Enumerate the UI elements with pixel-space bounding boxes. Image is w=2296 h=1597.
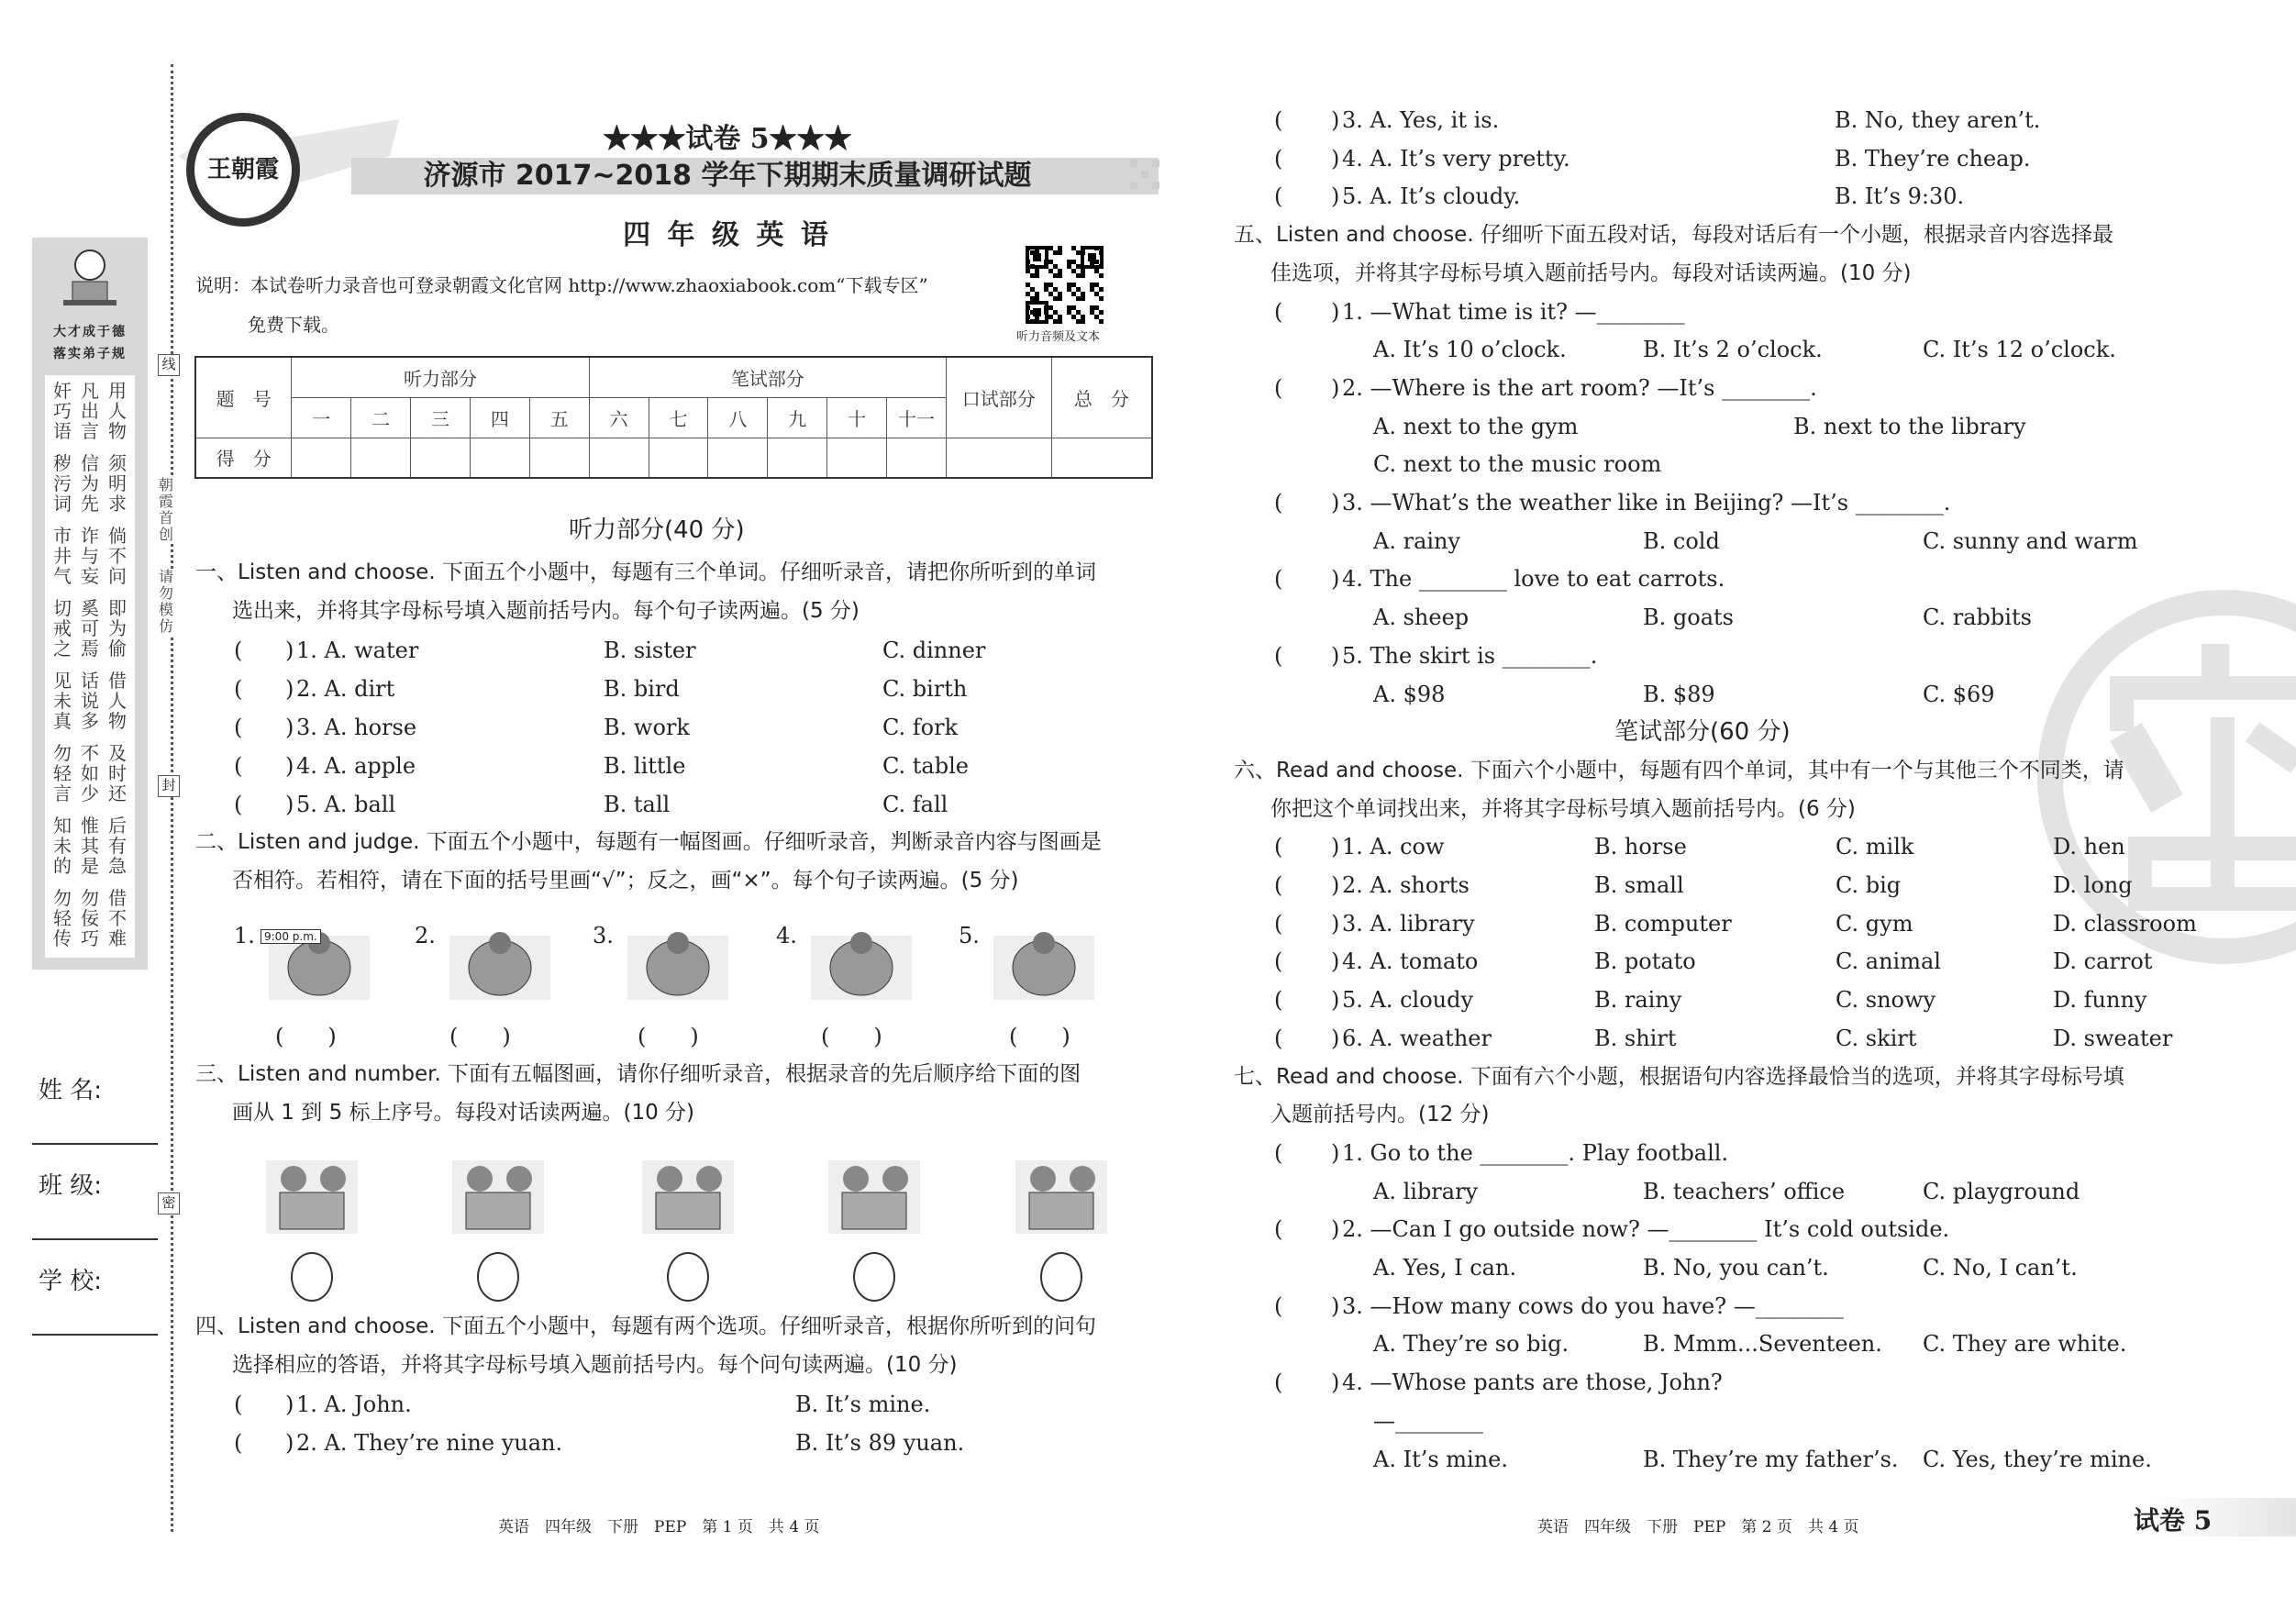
answer-paren-close: ) (1331, 1025, 1340, 1051)
score-cell[interactable] (292, 438, 351, 478)
binding-cut-line (171, 64, 173, 1532)
field-label: 班 级: (39, 1172, 103, 1200)
judge-answer-paren[interactable]: ( ) (821, 1024, 882, 1049)
answer-paren-open: ( (1274, 183, 1283, 210)
verse-column: 及时还 (108, 742, 127, 804)
option-C: C. milk (1836, 834, 1914, 860)
question-stem: 5. A. It’s cloudy. (1342, 183, 1521, 210)
answer-paren-open: ( (1274, 834, 1283, 860)
verse-column: 市井气 (53, 525, 72, 587)
number-answer-circle[interactable] (667, 1252, 709, 1302)
answer-blank-input[interactable] (1283, 1139, 1329, 1167)
verse-block (52, 743, 128, 804)
answer-blank-input[interactable] (1283, 871, 1329, 899)
option-B: B. horse (1594, 834, 1687, 860)
option-B: B. goats (1643, 604, 1734, 631)
answer-paren-open: ( (1274, 566, 1283, 593)
column-3: 三 (411, 397, 471, 438)
score-cell[interactable] (946, 438, 1051, 478)
answer-blank-input[interactable] (1283, 910, 1329, 937)
answer-paren-close: ) (1331, 642, 1340, 669)
answer-blank-input[interactable] (1283, 833, 1329, 860)
answer-paren-close: ) (285, 714, 294, 740)
picture-potatoes (802, 917, 921, 1009)
verse-column: 后有急 (108, 815, 127, 877)
answer-blank-input[interactable] (1283, 948, 1329, 975)
section-heading: 四、Listen and choose. 下面五个小题中，每题有两个选项。仔细听录音，根据你所听到的问句 (195, 1314, 1096, 1338)
score-label: 得 分 (195, 438, 292, 478)
header-question-no: 题 号 (195, 357, 292, 438)
answer-paren-close: ) (285, 675, 294, 702)
subject-title: 四 年 级 英 语 (623, 219, 832, 251)
binding-label-xian: 线 (158, 354, 180, 376)
option-B: B. work (604, 714, 690, 740)
verse-column: 凡出言 (81, 380, 99, 442)
footer-paper-number: 试卷 5 (2134, 1505, 2213, 1536)
question-stem: 5. A. ball (296, 791, 396, 817)
picture-number: 3. (593, 923, 614, 948)
answer-paren-close: ) (285, 1392, 294, 1417)
answer-paren-close: ) (1331, 374, 1340, 401)
answer-paren-open: ( (1274, 1292, 1283, 1319)
verse-column: 须明求 (108, 452, 127, 515)
answer-paren-open: ( (1274, 987, 1283, 1014)
listening-heading: 听力部分(40 分) (569, 516, 745, 544)
verse-column: 见未真 (53, 670, 72, 732)
answer-paren-close: ) (1331, 1292, 1340, 1319)
question-stem: 3. —What’s the weather like in Beijing? —It’s ________. (1342, 490, 1951, 516)
option-B: B. No, you can’t. (1643, 1255, 1829, 1281)
header-oral: 口试部分 (946, 357, 1051, 438)
verse-column: 借不难 (108, 887, 127, 949)
option-C: C. Yes, they’re mine. (1923, 1446, 2152, 1472)
number-answer-circle[interactable] (853, 1252, 895, 1302)
verse-column: 用人物 (108, 380, 127, 442)
answer-paren-close: ) (1331, 183, 1340, 210)
verse-column: 倘不问 (108, 525, 127, 587)
option-C: C. rabbits (1923, 604, 2032, 631)
answer-paren-close: ) (285, 638, 294, 663)
answer-paren-close: ) (1331, 987, 1340, 1014)
answer-blank-input[interactable] (1283, 145, 1329, 172)
option-B: B. Mmm...Seventeen. (1643, 1331, 1882, 1358)
question-stem: 2. A. dirt (296, 675, 395, 702)
binding-label-feng: 封 (158, 775, 180, 797)
answer-paren-close: ) (1331, 566, 1340, 593)
field-input-line[interactable] (32, 1334, 158, 1336)
section-heading-cont: 佳选项，并将其字母标号填入题前括号内。每段对话读两遍。(10 分) (1270, 261, 1912, 285)
option-C: C. big (1836, 872, 1902, 898)
answer-paren-open: ( (234, 638, 243, 663)
picture-dress (618, 917, 738, 1009)
picture-number: 4. (776, 923, 797, 948)
option-C: C. It’s 12 o’clock. (1923, 337, 2116, 363)
verse-column: 不如少 (81, 742, 99, 804)
answer-paren-open: ( (1274, 1216, 1283, 1243)
answer-paren-close: ) (1331, 834, 1340, 860)
option-A: A. It’s mine. (1373, 1446, 1509, 1472)
verse-column: 勿轻言 (53, 742, 72, 804)
score-table (194, 356, 1153, 479)
column-2: 二 (351, 397, 411, 438)
score-cell[interactable] (411, 438, 471, 478)
option-C: C. No, I can’t. (1923, 1255, 2078, 1281)
answer-paren-close: ) (1331, 107, 1340, 133)
column-7: 七 (649, 397, 708, 438)
question-stem: 5. The skirt is ________. (1342, 642, 1598, 669)
answer-paren-open: ( (1274, 1139, 1283, 1166)
option-D: D. funny (2053, 987, 2147, 1014)
option-B: B. next to the library (1793, 413, 2026, 439)
answer-paren-close: ) (1331, 948, 1340, 975)
verse-column: 即为偷 (108, 597, 127, 660)
answer-paren-close: ) (285, 1429, 294, 1456)
option-D: D. hen (2053, 834, 2125, 860)
option-D: D. sweater (2053, 1025, 2173, 1051)
verse-block (52, 815, 128, 876)
judge-answer-paren[interactable]: ( ) (275, 1024, 337, 1049)
option-C: C. They are white. (1923, 1331, 2127, 1358)
option-C: C. table (882, 752, 969, 779)
answer-blank-input[interactable] (243, 1429, 289, 1457)
option-B: B. little (604, 752, 686, 779)
verse-column: 切戒之 (53, 597, 72, 660)
student-reading-icon (60, 245, 120, 318)
section-heading-cont: 选出来，并将其字母标号填入题前括号内。每个句子读两遍。(5 分) (232, 598, 860, 623)
picture-number: 1. (234, 923, 255, 948)
field-input-line[interactable] (32, 1238, 158, 1240)
footer-page-2: 英语 四年级 下册 PEP 第 2 页 共 4 页 (1537, 1518, 1859, 1536)
option-B: B. It’s 9:30. (1835, 183, 1965, 210)
binding-label-mi: 密 (158, 1192, 180, 1214)
option-B: B. $89 (1643, 681, 1715, 707)
answer-blank-input[interactable] (243, 714, 289, 741)
answer-paren-close: ) (1331, 872, 1340, 898)
question-stem: 2. A. They’re nine yuan. (296, 1429, 563, 1456)
answer-blank-input[interactable] (1283, 298, 1329, 326)
option-B: B. rainy (1594, 987, 1682, 1014)
option-B: B. shirt (1594, 1025, 1677, 1051)
answer-blank-input[interactable] (1283, 183, 1329, 210)
picture-umbrellas (628, 1142, 748, 1245)
option-A: A. library (1373, 1178, 1479, 1204)
motto-line-1: 大才成于德 (53, 325, 127, 339)
answer-paren-open: ( (1274, 145, 1283, 172)
option-C: C. sunny and warm (1923, 527, 2138, 554)
answer-paren-close: ) (1331, 1370, 1340, 1396)
question-stem: 1. A. cow (1342, 834, 1445, 860)
binding-notice: 朝霞首创 (159, 476, 174, 543)
answer-blank-input[interactable] (243, 675, 289, 703)
judge-answer-paren[interactable]: ( ) (449, 1024, 511, 1049)
option-B: B. sister (604, 638, 696, 663)
section-heading-cont: 画从 1 到 5 标上序号。每段对话读两遍。(10 分) (232, 1100, 695, 1125)
column-9: 九 (768, 397, 827, 438)
picture-school-morning (438, 1142, 558, 1245)
score-cell[interactable] (887, 438, 947, 478)
paper-number: ★★★试卷 5★★★ (603, 123, 852, 155)
verse-block (52, 526, 128, 586)
option-A: A. It’s 10 o’clock. (1373, 337, 1567, 363)
section-heading: 七、Read and choose. 下面有六个小题，根据语句内容选择最恰当的选项，并将其字母标号填 (1234, 1064, 2124, 1089)
answer-blank-input[interactable] (1283, 374, 1329, 402)
answer-paren-close: ) (1331, 298, 1340, 325)
answer-paren-close: ) (285, 791, 294, 817)
option-A: A. rainy (1373, 527, 1461, 554)
answer-paren-open: ( (1274, 374, 1283, 401)
header-listening: 听力部分 (292, 357, 589, 397)
option-D: D. long (2053, 872, 2133, 898)
question-stem: 3. A. library (1342, 910, 1475, 937)
answer-paren-open: ( (234, 1429, 243, 1456)
answer-blank-input[interactable] (243, 637, 289, 664)
answer-paren-open: ( (1274, 948, 1283, 975)
number-answer-circle[interactable] (1040, 1252, 1082, 1302)
option-C: C. skirt (1836, 1025, 1917, 1051)
option-B: B. tall (604, 791, 671, 817)
column-6: 六 (589, 397, 649, 438)
answer-paren-open: ( (234, 675, 243, 702)
exam-title: 济源市 2017~2018 学年下期期末质量调研试题 (423, 160, 1032, 192)
section-heading: 二、Listen and judge. 下面五个小题中，每题有一幅图画。仔细听录音，判断录音内容与图画是 (195, 830, 1102, 854)
question-stem: 2. A. shorts (1342, 872, 1470, 898)
option-B: B. bird (604, 675, 680, 702)
option-C: C. playground (1923, 1178, 2080, 1204)
answer-blank-input[interactable] (243, 1391, 289, 1418)
option-B: B. computer (1594, 910, 1732, 937)
option-A: A. Yes, I can. (1373, 1255, 1517, 1281)
header-total: 总 分 (1051, 357, 1152, 438)
question-stem: 1. A. water (296, 638, 419, 663)
answer-paren-close: ) (1331, 1139, 1340, 1166)
option-B: B. It’s mine. (795, 1392, 931, 1417)
number-answer-circle[interactable] (291, 1252, 333, 1302)
picture-number: 5. (959, 923, 980, 948)
answer-paren-open: ( (1274, 490, 1283, 516)
option-B: B. They’re cheap. (1835, 145, 2031, 172)
answer-paren-open: ( (1274, 872, 1283, 898)
answer-paren-close: ) (1331, 1216, 1340, 1243)
footer-page-1: 英语 四年级 下册 PEP 第 1 页 共 4 页 (498, 1518, 820, 1536)
option-B: B. cold (1643, 527, 1720, 554)
question-stem: 4. A. apple (296, 752, 416, 779)
option-C: C. next to the music room (1373, 451, 1662, 478)
option-B: B. It’s 2 o’clock. (1643, 337, 1823, 363)
writing-heading: 笔试部分(60 分) (1614, 718, 1791, 747)
verse-column: 奸巧语 (53, 380, 72, 442)
section-heading-cont: 否相符。若相符，请在下面的括号里画“√”；反之，画“×”。每个句子读两遍。(5 分) (232, 868, 1019, 893)
verse-column: 话说多 (81, 670, 99, 732)
field-label: 学 校: (39, 1268, 103, 1295)
verse-column: 惟其是 (81, 815, 99, 877)
score-cell[interactable] (529, 438, 589, 478)
picture-girl-umbrella (984, 917, 1104, 1009)
instructions-note-2: 免费下载。 (248, 314, 339, 336)
verse-block (52, 598, 128, 659)
option-B: B. small (1594, 872, 1684, 898)
verse-block (52, 671, 128, 731)
answer-paren-open: ( (234, 752, 243, 779)
answer-paren-open: ( (1274, 1370, 1283, 1396)
score-cell[interactable] (708, 438, 768, 478)
answer-blank-input[interactable] (1283, 106, 1329, 134)
instructions-note: 说明：本试卷听力录音也可登录朝霞文化官网 http://www.zhaoxiabook.com“下载专区” (195, 274, 928, 296)
option-C: C. $69 (1923, 681, 1995, 707)
answer-paren-open: ( (1274, 1025, 1283, 1051)
answer-blank-input[interactable] (1283, 1369, 1329, 1396)
question-stem: 4. A. tomato (1342, 948, 1479, 975)
picture-snowman (1002, 1142, 1121, 1245)
number-answer-circle[interactable] (477, 1252, 519, 1302)
header-writing: 笔试部分 (589, 357, 946, 397)
field-input-line[interactable] (32, 1143, 158, 1145)
answer-paren-close: ) (1331, 490, 1340, 516)
section-heading: 六、Read and choose. 下面六个小题中，每题有四个单词，其中有一个与其他三个不同类，请 (1234, 758, 2124, 782)
field-label: 姓 名: (39, 1077, 103, 1104)
question-stem: 6. A. weather (1342, 1025, 1492, 1051)
column-11: 十一 (887, 397, 947, 438)
option-D: D. classroom (2053, 910, 2197, 937)
verse-column: 勿佞巧 (81, 887, 99, 949)
picture-classroom (440, 917, 560, 1009)
answer-paren-close: ) (285, 752, 294, 779)
judge-answer-paren[interactable]: ( ) (638, 1024, 699, 1049)
answer-paren-open: ( (1274, 642, 1283, 669)
verse-block (52, 888, 128, 948)
answer-blank-input[interactable] (1283, 489, 1329, 516)
picture-computer-class (252, 1142, 372, 1245)
score-cell[interactable] (768, 438, 827, 478)
answer-paren-open: ( (1274, 910, 1283, 937)
section-heading: 五、Listen and choose. 仔细听下面五段对话，每段对话后有一个小题，根据录音内容选择最 (1234, 223, 2113, 248)
score-cell[interactable] (470, 438, 529, 478)
verse-column: 秽污词 (53, 452, 72, 515)
option-A: A. They’re so big. (1373, 1331, 1569, 1358)
motto-line-2: 落实弟子规 (53, 347, 127, 361)
answer-paren-open: ( (234, 791, 243, 817)
answer-paren-close: ) (1331, 910, 1340, 937)
verse-block (52, 453, 128, 514)
option-C: C. fork (882, 714, 959, 740)
dizigui-verses (45, 375, 135, 958)
question-stem: 1. Go to the ________. Play football. (1342, 1139, 1729, 1166)
answer-blank-input[interactable] (1283, 1292, 1329, 1320)
answer-paren-open: ( (1274, 298, 1283, 325)
answer-blank-input[interactable] (243, 752, 289, 780)
question-stem: 4. A. It’s very pretty. (1342, 145, 1570, 172)
option-C: C. fall (882, 791, 948, 817)
answer-paren-open: ( (234, 714, 243, 740)
option-B: B. They’re my father’s. (1643, 1446, 1899, 1472)
question-stem: 4. —Whose pants are those, John? (1342, 1370, 1723, 1396)
question-stem-answer: —________ (1373, 1407, 1483, 1434)
column-1: 一 (292, 397, 351, 438)
qr-caption: 听力音频及文本 (1016, 330, 1101, 344)
question-stem: 2. —Where is the art room? —It’s ________. (1342, 374, 1817, 401)
qr-code-icon[interactable] (1026, 246, 1104, 325)
score-cell[interactable] (1051, 438, 1152, 478)
verse-column: 知未的 (53, 815, 72, 877)
answer-blank-input[interactable] (1283, 1215, 1329, 1243)
motto-sidebar (32, 238, 148, 970)
section-heading-cont: 你把这个单词找出来，并将其字母标号填入题前括号内。(6 分) (1270, 796, 1856, 821)
column-8: 八 (708, 397, 768, 438)
answer-blank-input[interactable] (1283, 986, 1329, 1014)
verse-column: 信为先 (81, 452, 99, 515)
question-stem: 3. A. Yes, it is. (1342, 107, 1500, 133)
option-D: D. carrot (2053, 948, 2153, 975)
question-stem: 2. —Can I go outside now? —________ It’s cold outside. (1342, 1216, 1950, 1243)
answer-paren-open: ( (1274, 107, 1283, 133)
verse-block (52, 381, 128, 441)
score-cell[interactable] (827, 438, 887, 478)
column-5: 五 (529, 397, 589, 438)
answer-paren-close: ) (1331, 145, 1340, 172)
section-heading: 三、Listen and number. 下面有五幅图画，请你仔细听录音，根据录音的先后顺序给下面的图 (195, 1062, 1081, 1086)
picture-farm (815, 1142, 934, 1245)
picture-number: 2. (415, 923, 436, 948)
option-C: C. birth (882, 675, 968, 702)
score-cell[interactable] (589, 438, 649, 478)
option-A: A. next to the gym (1373, 413, 1579, 439)
judge-answer-paren[interactable]: ( ) (1009, 1024, 1070, 1049)
verse-column: 诈与妄 (81, 525, 99, 587)
option-A: A. $98 (1373, 681, 1446, 707)
option-A: A. sheep (1373, 604, 1470, 631)
option-B: B. potato (1594, 948, 1696, 975)
option-C: C. animal (1836, 948, 1941, 975)
question-stem: 3. —How many cows do you have? —________ (1342, 1292, 1844, 1319)
section-heading-cont: 选择相应的答语，并将其字母标号填入题前括号内。每个问句读两遍。(10 分) (232, 1352, 958, 1377)
question-stem: 5. A. cloudy (1342, 987, 1474, 1014)
verse-column: 勿轻传 (53, 887, 72, 949)
section-heading: 一、Listen and choose. 下面五个小题中，每题有三个单词。仔细听录音，请把你所听到的单词 (195, 560, 1096, 584)
answer-blank-input[interactable] (1283, 1025, 1329, 1052)
column-10: 十 (827, 397, 887, 438)
option-C: C. snowy (1836, 987, 1936, 1014)
option-C: C. dinner (882, 638, 986, 663)
question-stem: 1. A. John. (296, 1392, 412, 1417)
question-stem: 1. —What time is it? —________ (1342, 298, 1685, 325)
answer-blank-input[interactable] (1283, 565, 1329, 593)
binding-notice-2: 请勿模仿 (159, 568, 174, 635)
verse-column: 借人物 (108, 670, 127, 732)
question-stem: 4. The ________ love to eat carrots. (1342, 566, 1725, 593)
column-4: 四 (470, 397, 529, 438)
verse-column: 奚可焉 (81, 597, 99, 660)
answer-blank-input[interactable] (1283, 642, 1329, 670)
clock-label: 9:00 p.m. (261, 929, 321, 944)
option-C: C. gym (1836, 910, 1913, 937)
section-heading-cont: 入题前括号内。(12 分) (1270, 1103, 1490, 1127)
option-B: B. No, they aren’t. (1835, 107, 2041, 133)
option-B: B. It’s 89 yuan. (795, 1429, 965, 1456)
answer-paren-open: ( (234, 1392, 243, 1417)
option-B: B. teachers’ office (1643, 1178, 1846, 1204)
logo-text: 王朝霞 (206, 156, 279, 183)
score-cell[interactable] (351, 438, 411, 478)
question-stem: 3. A. horse (296, 714, 417, 740)
score-cell[interactable] (649, 438, 708, 478)
answer-blank-input[interactable] (243, 791, 289, 818)
